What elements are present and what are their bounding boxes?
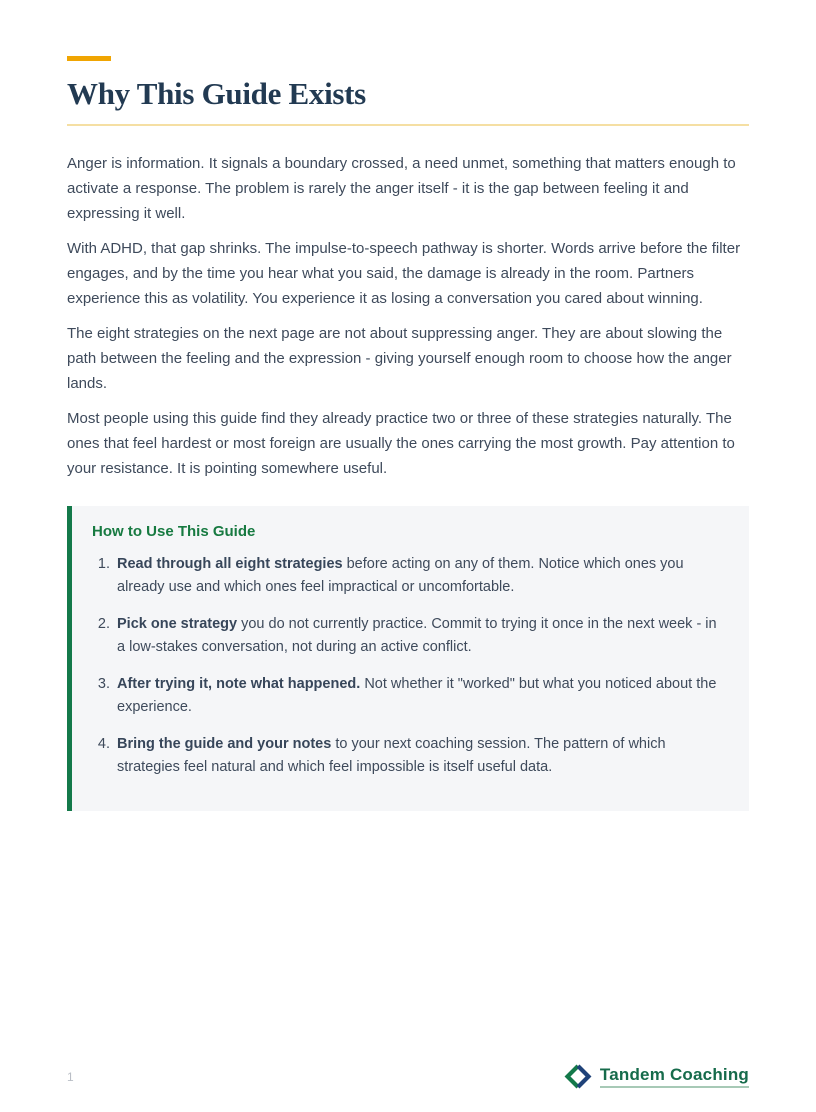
- list-item-lead: Read through all eight strategies: [117, 556, 343, 572]
- list-item-text: before acting on any of them. Notice which ones you already use and which ones feel impractical or uncomfortable.: [117, 556, 684, 595]
- page-footer: [67, 1063, 749, 1090]
- title-rule: [67, 124, 749, 126]
- paragraph: Anger is information. It signals a boundary crossed, a need unmet, something that matters enough to activate a response. The problem is rarely the anger itself - it is the gap between feeling it and expressing it well.: [67, 155, 736, 222]
- accent-bar: [67, 56, 111, 61]
- list-item-lead: Bring the guide and your notes: [117, 736, 332, 752]
- tandem-diamond-icon: [564, 1063, 592, 1090]
- paragraph: With ADHD, that gap shrinks. The impulse-to-speech pathway is shorter. Words arrive before the filter engages, and by the time you hear what you said, the damage is already in the room. Partners experience this as volatility. You experience it as losing a conversation you cared about winning.: [67, 240, 741, 307]
- list-item-text: you do not currently practice. Commit to trying it once in the next week - in a low-stakes conversation, not during an active conflict.: [117, 616, 717, 655]
- list-item: [114, 613, 725, 659]
- page-number: 1: [67, 1069, 74, 1084]
- page-title: Why This Guide Exists: [67, 76, 366, 111]
- body-copy: [67, 151, 749, 481]
- callout-list: [92, 553, 725, 779]
- list-item: [114, 553, 725, 599]
- paragraph: Most people using this guide find they already practice two or three of these strategies naturally. The ones that feel hardest or most foreign are usually the ones carrying the most growth. Pay attention to your resistance. It is pointing somewhere useful.: [67, 410, 735, 477]
- list-item-text: Not whether it "worked" but what you noticed about the experience.: [117, 676, 717, 715]
- list-item: [114, 733, 725, 779]
- list-item-lead: After trying it, note what happened.: [117, 676, 361, 692]
- callout-title: How to Use This Guide: [92, 523, 256, 540]
- list-item-text: to your next coaching session. The pattern of which strategies feel natural and which feel impossible is itself useful data.: [117, 736, 666, 775]
- list-item: [114, 673, 725, 719]
- brand-name: Tandem Coaching: [600, 1065, 749, 1088]
- how-to-use-callout: [67, 506, 749, 811]
- brand-logo: [564, 1063, 749, 1090]
- list-item-lead: Pick one strategy: [117, 616, 238, 632]
- paragraph: The eight strategies on the next page are not about suppressing anger. They are about slowing the path between the feeling and the expression - giving yourself enough room to choose how the anger lands.: [67, 325, 732, 392]
- document-page: [0, 56, 816, 1112]
